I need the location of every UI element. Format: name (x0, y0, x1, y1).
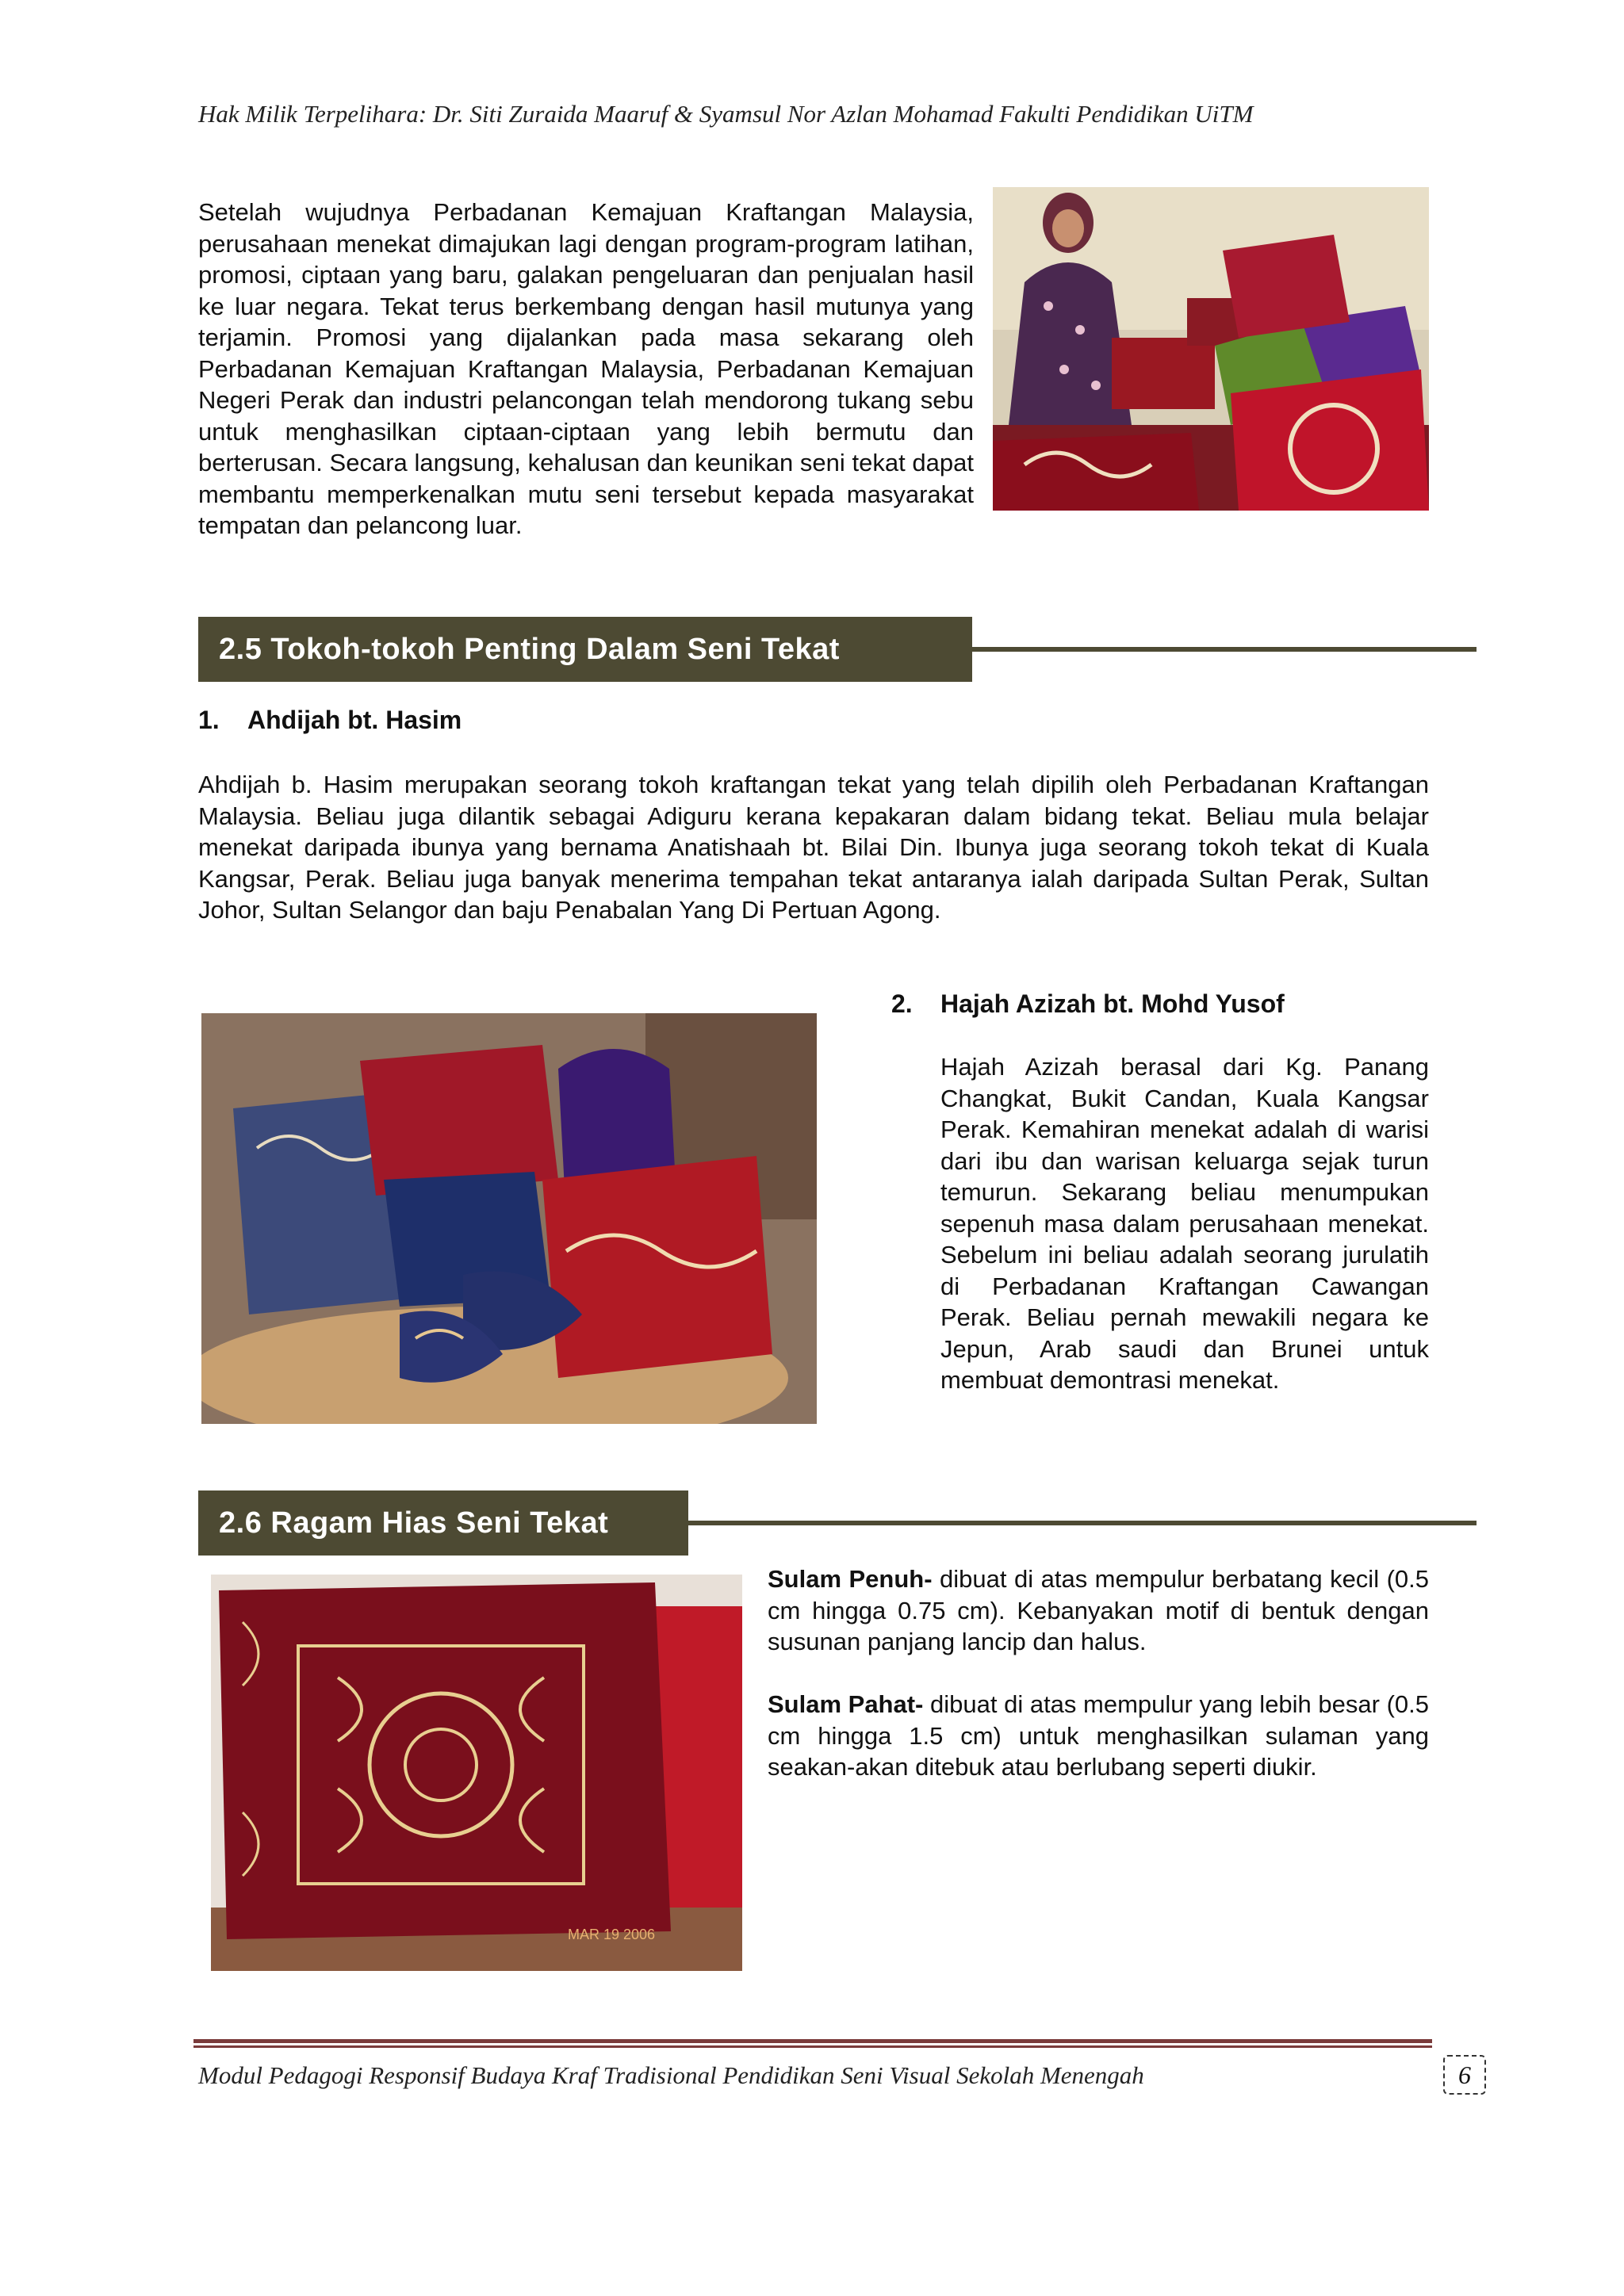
person-2-number: 2. (891, 989, 913, 1018)
sulam-penuh-paragraph (768, 1563, 1429, 1658)
section-header-2-6 (198, 1490, 1477, 1556)
section-header-2-5 (198, 617, 1477, 682)
person-2-paragraph: Hajah Azizah berasal dari Kg. Panang Changkat, Bukit Candan, Kuala Kangsar Perak. Kemahiran menekat adalah di warisi dari ibu dan warisan keluarga sejak turun temurun. Sekarang beliau menumpukan sepenuh masa dalam perusahaan menekat. Sebelum ini beliau adalah seorang jurulatih di Perbadanan Kraftangan Cawangan Perak. Beliau pernah mewakili negara ke Jepun, Arab saudi dan Brunei untuk membuat demontrasi menekat. (940, 1053, 1429, 1394)
sulam-pahat-term: Sulam Pahat- (768, 1690, 924, 1718)
sulam-penuh-text: dibuat di atas mempulur berbatang kecil (0.5 cm hingga 0.75 cm). Kebanyakan motif di bentuk dengan susunan panjang lancip dan halus. (768, 1565, 1429, 1655)
photo-tekat-collection (201, 1013, 817, 1424)
person-2-name: Hajah Azizah bt. Mohd Yusof (940, 989, 1285, 1018)
photo-date-stamp: MAR 19 2006 (568, 1927, 656, 1942)
person-2-heading (891, 989, 1285, 1019)
footer-rule-top (193, 2039, 1432, 2043)
section-rule (972, 647, 1477, 652)
person-1-number: 1. (198, 706, 220, 734)
person-1-name: Ahdijah bt. Hasim (247, 706, 462, 734)
sulam-pahat-paragraph (768, 1689, 1429, 1783)
person-1-heading (198, 706, 462, 735)
photo-artisan-with-tekat (993, 187, 1429, 511)
section-title-2-5: 2.5 Tokoh-tokoh Penting Dalam Seni Tekat (198, 617, 972, 682)
sulam-penuh-term: Sulam Penuh- (768, 1565, 933, 1593)
intro-section (198, 197, 1429, 541)
person-1-paragraph: Ahdijah b. Hasim merupakan seorang tokoh kraftangan tekat yang telah dipilih oleh Perbadanan Kraftangan Malaysia. Beliau juga dilantik sebagai Adiguru kerana kepakaran dalam bidang tekat. Beliau mula belajar menekat daripada ibunya yang bernama Anatishaah bt. Bilai Din. Ibunya juga seorang tokoh tekat di Kuala Kangsar, Perak. Beliau juga banyak menerima tempahan tekat antaranya ialah daripada Sultan Perak, Sultan Johor, Sultan Selangor dan baju Penabalan Yang Di Pertuan Agong. (198, 771, 1429, 924)
running-header: Hak Milik Terpelihara: Dr. Siti Zuraida Maaruf & Syamsul Nor Azlan Mohamad Fakulti Pendidikan UiTM (198, 100, 1254, 128)
footer-rule-bottom (193, 2045, 1432, 2048)
sulam-pahat-text: dibuat di atas mempulur yang lebih besar (0.5 cm hingga 1.5 cm) untuk menghasilkan sulaman yang seakan-akan ditebuk atau berlubang seperti diukir. (768, 1690, 1429, 1781)
section-title-2-6: 2.6 Ragam Hias Seni Tekat (198, 1490, 688, 1556)
photo-embroidered-cushion (211, 1575, 742, 1971)
section-rule (688, 1521, 1477, 1525)
page-number: 6 (1443, 2055, 1486, 2095)
running-footer: Modul Pedagogi Responsif Budaya Kraf Tradisional Pendidikan Seni Visual Sekolah Menengah (198, 2061, 1144, 2089)
intro-paragraph: Setelah wujudnya Perbadanan Kemajuan Kraftangan Malaysia, perusahaan menekat dimajukan lagi dengan program-program latihan, promosi, ciptaan yang baru, galakan pengeluaran dan penjualan hasil ke luar negara. Tekat terus berkembang dengan hasil mutunya yang terjamin. Promosi yang dijalankan pada masa sekarang oleh Perbadanan Kemajuan Kraftangan Malaysia, Perbadanan Kemajuan Negeri Perak dan industri pelancongan telah mendorong tukang sebu untuk menghasilkan ciptaan-ciptaan yang lebih bermutu dan berterusan. Secara langsung, kehalusan dan keunikan seni tekat dapat membantu memperkenalkan mutu seni tersebut kepada masyarakat tempatan dan pelancong luar. (198, 198, 974, 539)
